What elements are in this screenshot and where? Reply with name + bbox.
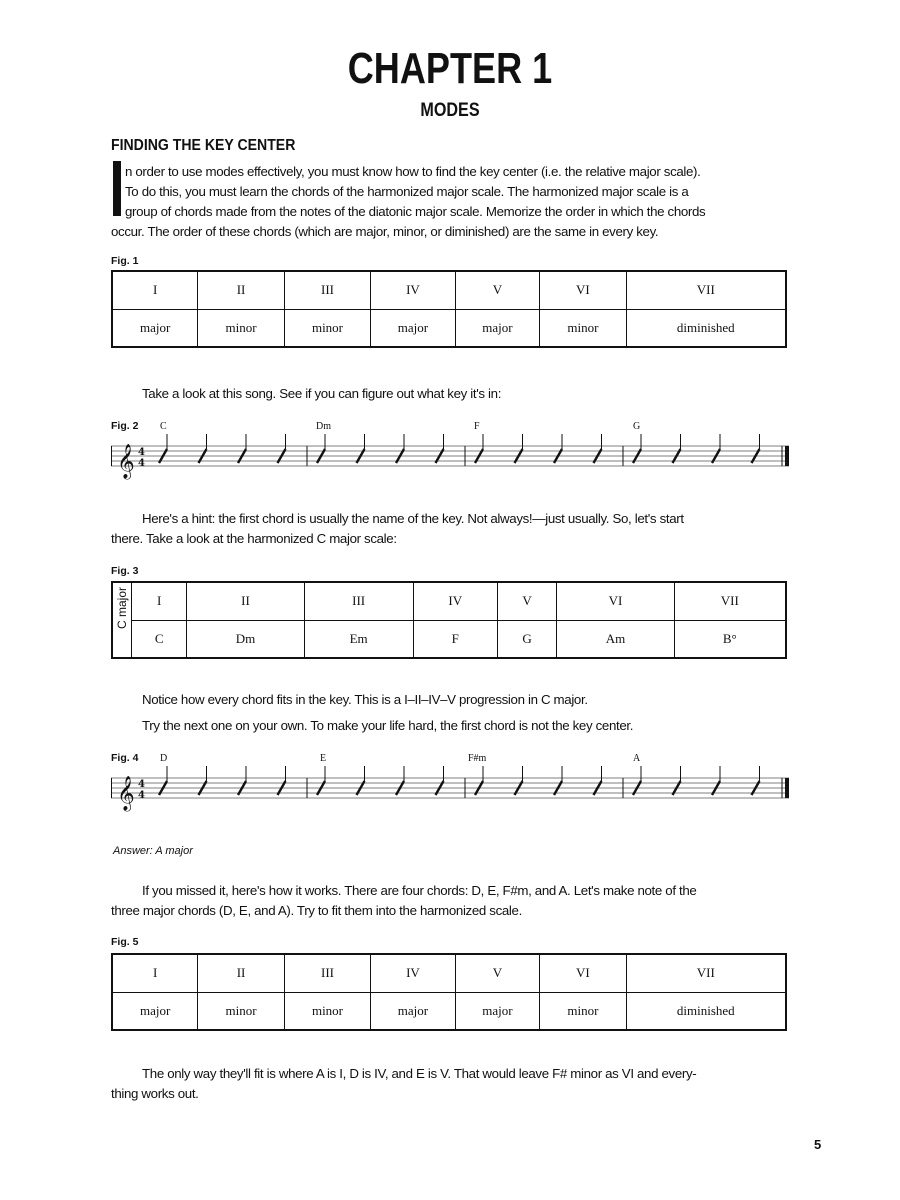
fig5-quality: major [112,992,198,1030]
fig3-numeral: IV [413,582,497,620]
fig3-numeral: VII [674,582,786,620]
fig3-side-cell [112,582,132,658]
fig4-staff [111,762,791,814]
para-try: Try the next one on your own. To make your life hard, the first chord is not the key center. [142,718,634,733]
fig3-side-label: C major [115,586,129,629]
fig3-numeral: III [304,582,413,620]
para-hint-line-2: there. Take a look at the harmonized C major scale: [111,531,397,546]
intro-line-1: n order to use modes effectively, you must know how to find the key center (i.e. the relative major scale). [125,164,701,179]
fig3-label: Fig. 3 [111,565,139,577]
fig3-chord: F [413,620,497,658]
fig1-quality: minor [284,309,370,347]
fig4-chord: E [320,753,327,764]
fig5-quality: diminished [626,992,786,1030]
fig3-chord: Dm [187,620,304,658]
fig3-numeral: V [497,582,556,620]
fig5-numeral: VII [626,954,786,992]
fig3-numeral: I [132,582,187,620]
fig3-chord: G [497,620,556,658]
para-missed-line-1: If you missed it, here's how it works. There are four chords: D, E, F#m, and A. Let's make note of the [142,883,697,898]
answer-text: Answer: A major [113,845,193,857]
time-signature-top: 4 [138,779,145,790]
fig2-chord: F [474,421,480,432]
fig3-chord-table [111,581,787,659]
time-signature-bottom: 4 [138,458,145,469]
fig3-chord: B° [674,620,786,658]
fig5-numeral-row [112,954,786,992]
fig1-numeral-row [112,271,786,309]
para-missed-line-2: three major chords (D, E, and A). Try to fit them into the harmonized scale. [111,903,522,918]
fig5-chord-table [111,953,787,1031]
fig1-quality: minor [198,309,284,347]
fig1-numeral: I [112,271,198,309]
fig5-numeral: VI [540,954,626,992]
fig2-chord: Dm [316,421,331,432]
fig5-label: Fig. 5 [111,936,139,948]
fig5-quality-row [112,992,786,1030]
fig4-label: Fig. 4 [111,752,139,764]
fig5-quality: minor [198,992,284,1030]
fig3-numeral: II [187,582,304,620]
para-notice: Notice how every chord fits in the key. This is a I–II–IV–V progression in C major. [142,692,588,707]
fig2-chord: C [160,421,167,432]
fig4-chord: D [160,753,168,764]
chapter-title: CHAPTER 1 [347,44,553,93]
fig5-numeral: III [284,954,370,992]
treble-clef-icon: 𝄞 [117,444,135,479]
para-final-line-2: thing works out. [111,1086,199,1101]
fig1-numeral: IV [371,271,455,309]
fig3-chord: Am [557,620,674,658]
fig3-chord: Em [304,620,413,658]
fig4-chord: A [633,753,641,764]
para-final-line-1: The only way they'll fit is where A is I, D is IV, and E is V. That would leave F# minor as VI and every- [142,1066,697,1081]
fig1-quality: major [455,309,539,347]
fig5-numeral: IV [371,954,455,992]
time-signature-bottom: 4 [138,790,145,801]
fig5-quality: minor [540,992,626,1030]
fig1-numeral: V [455,271,539,309]
fig2-label: Fig. 2 [111,420,139,432]
page-number: 5 [814,1137,822,1152]
fig1-numeral: VII [626,271,786,309]
fig5-quality: major [371,992,455,1030]
fig5-numeral: II [198,954,284,992]
treble-clef-icon: 𝄞 [117,776,135,811]
fig2-staff [111,430,791,482]
fig5-numeral: I [112,954,198,992]
fig1-quality: diminished [626,309,786,347]
fig1-label: Fig. 1 [111,255,139,267]
drop-cap-i [113,161,121,216]
fig3-chord-row [112,620,786,658]
intro-line-3: group of chords made from the notes of the diatonic major scale. Memorize the order in which the chords [125,204,706,219]
fig1-quality-row [112,309,786,347]
fig1-chord-table [111,270,787,348]
fig5-numeral: V [455,954,539,992]
intro-line-4: occur. The order of these chords (which are major, minor, or diminished) are the same in every key. [111,224,659,239]
fig3-chord: C [132,620,187,658]
time-signature-top: 4 [138,447,145,458]
fig2-chord: G [633,421,641,432]
fig1-numeral: III [284,271,370,309]
fig4-chord: F#m [468,753,487,764]
fig1-numeral: II [198,271,284,309]
fig1-quality: minor [540,309,626,347]
fig3-numeral: VI [557,582,674,620]
fig5-quality: major [455,992,539,1030]
fig5-quality: minor [284,992,370,1030]
fig1-quality: major [112,309,198,347]
chapter-subtitle: MODES [420,100,480,121]
para-song: Take a look at this song. See if you can figure out what key it's in: [142,386,502,401]
section-heading: FINDING THE KEY CENTER [111,137,296,154]
fig1-numeral: VI [540,271,626,309]
fig3-numeral-row [112,582,786,620]
para-hint-line-1: Here's a hint: the first chord is usually the name of the key. Not always!—just usually. So, let's start [142,511,684,526]
fig1-quality: major [371,309,455,347]
intro-line-2: To do this, you must learn the chords of the harmonized major scale. The harmonized major scale is a [125,184,689,199]
